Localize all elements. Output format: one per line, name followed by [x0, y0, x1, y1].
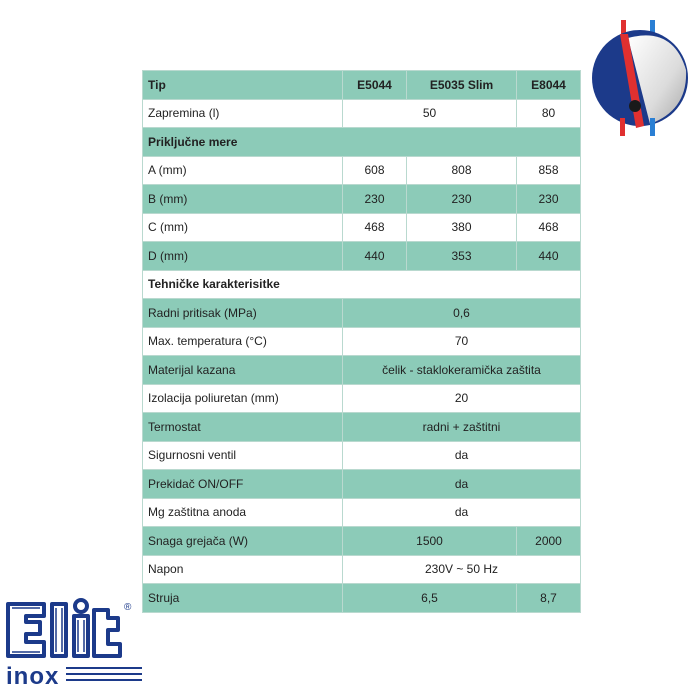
table-row — [143, 498, 581, 527]
spec-table — [142, 70, 581, 613]
row-value: da — [343, 470, 581, 499]
row-label: Mg zaštitna anoda — [143, 498, 343, 527]
row-value: 50 — [343, 99, 517, 128]
row-label: Termostat — [143, 413, 343, 442]
row-label: Izolacija poliuretan (mm) — [143, 384, 343, 413]
section-row — [143, 270, 581, 299]
table-row — [143, 584, 581, 613]
row-label: Sigurnosni ventil — [143, 441, 343, 470]
row-value: 468 — [517, 213, 581, 242]
table-row — [143, 356, 581, 385]
section-title: Tehničke karakterisitke — [143, 270, 581, 299]
table-row — [143, 527, 581, 556]
row-value: 230 — [343, 185, 407, 214]
table-row — [143, 185, 581, 214]
row-value: 1500 — [343, 527, 517, 556]
spec-table-body — [143, 71, 581, 613]
water-heater-icon — [588, 18, 692, 138]
row-value: 440 — [517, 242, 581, 271]
model-header: E8044 — [517, 71, 581, 100]
row-value: 858 — [517, 156, 581, 185]
row-value: da — [343, 441, 581, 470]
cold-pipe-bottom — [650, 118, 655, 136]
table-row — [143, 555, 581, 584]
table-row — [143, 156, 581, 185]
row-value: 808 — [407, 156, 517, 185]
row-value: 440 — [343, 242, 407, 271]
row-label: Napon — [143, 555, 343, 584]
table-row — [143, 213, 581, 242]
brand-sub: inox — [6, 663, 60, 690]
table-row — [143, 413, 581, 442]
table-row — [143, 441, 581, 470]
row-value: 8,7 — [517, 584, 581, 613]
row-value: 80 — [517, 99, 581, 128]
row-label: Radni pritisak (MPa) — [143, 299, 343, 328]
table-header-row — [143, 71, 581, 100]
row-label: Struja — [143, 584, 343, 613]
row-label: Materijal kazana — [143, 356, 343, 385]
table-row — [143, 327, 581, 356]
elit-inox-logo — [0, 596, 145, 692]
row-value: 2000 — [517, 527, 581, 556]
brand-registered: ® — [124, 602, 132, 613]
section-row — [143, 128, 581, 157]
row-label: Snaga grejača (W) — [143, 527, 343, 556]
i-dot — [75, 600, 87, 612]
row-label: Max. temperatura (°C) — [143, 327, 343, 356]
row-value: 230V ~ 50 Hz — [343, 555, 581, 584]
row-value: 380 — [407, 213, 517, 242]
row-value: 353 — [407, 242, 517, 271]
row-label: B (mm) — [143, 185, 343, 214]
row-value: 0,6 — [343, 299, 581, 328]
row-value: 468 — [343, 213, 407, 242]
header-label: Tip — [143, 71, 343, 100]
row-label: C (mm) — [143, 213, 343, 242]
row-label: Prekidač ON/OFF — [143, 470, 343, 499]
row-label: Zapremina (l) — [143, 99, 343, 128]
row-label: A (mm) — [143, 156, 343, 185]
row-value: 6,5 — [343, 584, 517, 613]
boiler-knob — [629, 100, 641, 112]
row-value: 230 — [517, 185, 581, 214]
table-row — [143, 299, 581, 328]
row-value: 608 — [343, 156, 407, 185]
model-header: E5044 — [343, 71, 407, 100]
row-value: 230 — [407, 185, 517, 214]
hot-pipe-bottom — [620, 118, 625, 136]
model-header: E5035 Slim — [407, 71, 517, 100]
row-label: D (mm) — [143, 242, 343, 271]
table-row — [143, 99, 581, 128]
table-row — [143, 384, 581, 413]
row-value: čelik - staklokeramička zaštita — [343, 356, 581, 385]
table-row — [143, 470, 581, 499]
row-value: radni + zaštitni — [343, 413, 581, 442]
row-value: 70 — [343, 327, 581, 356]
row-value: 20 — [343, 384, 581, 413]
row-value: da — [343, 498, 581, 527]
table-row — [143, 242, 581, 271]
section-title: Priključne mere — [143, 128, 581, 157]
